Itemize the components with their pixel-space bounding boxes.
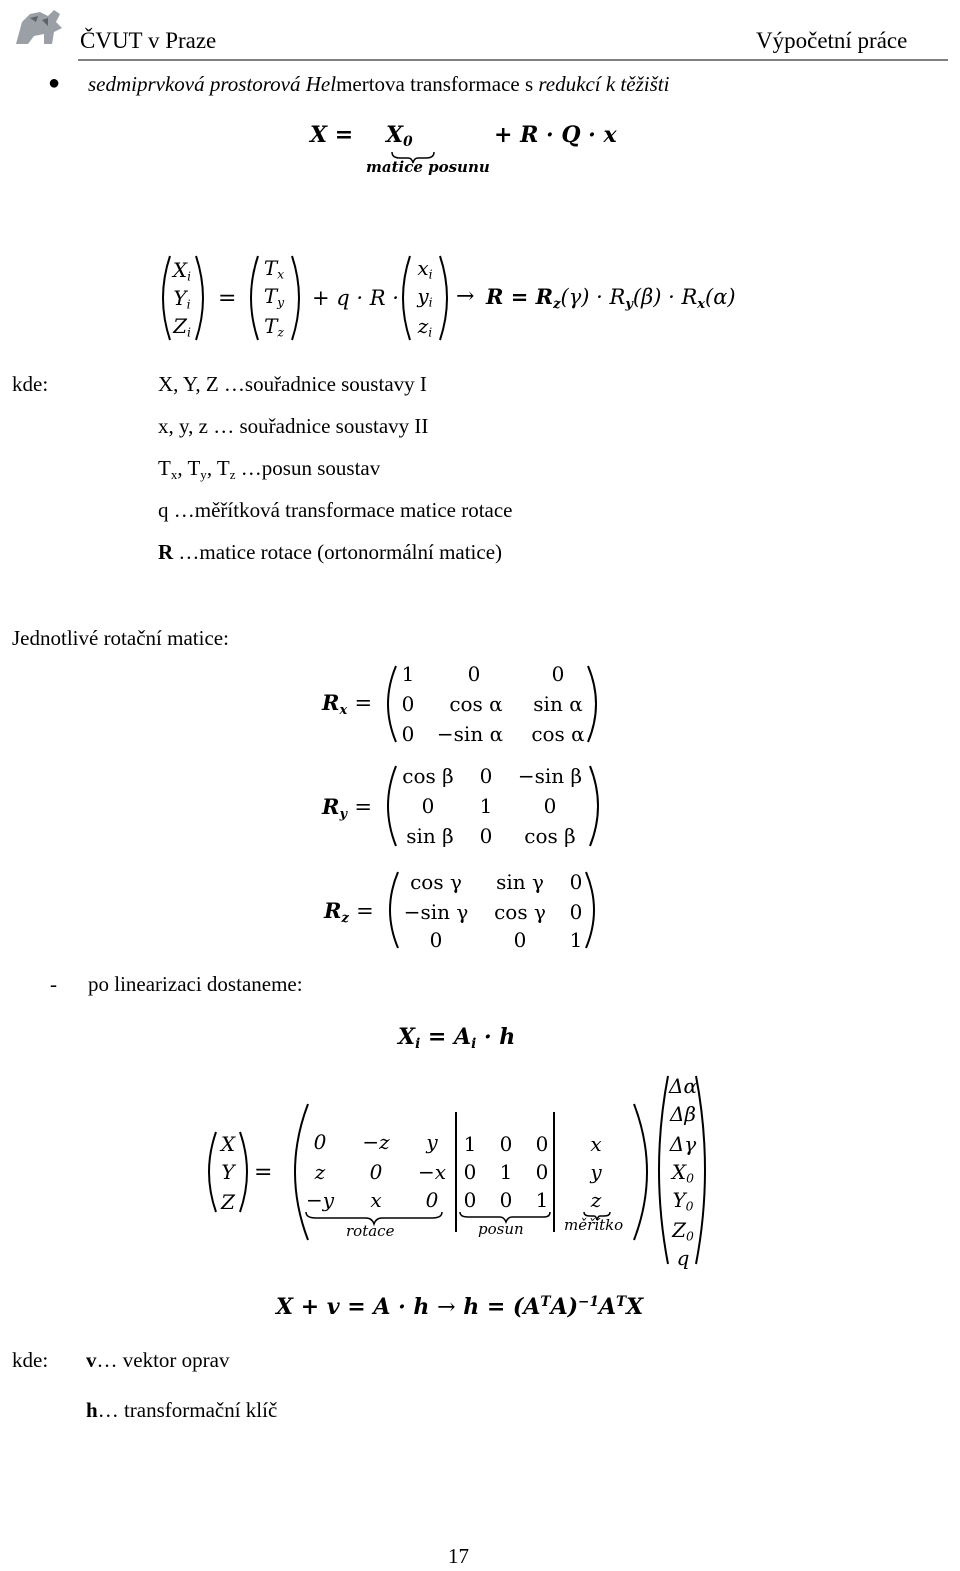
big-equals: = <box>254 1160 273 1185</box>
bullet-text: sedmiprvková prostorová Helmertova transformace s redukcí k těžišti <box>88 72 670 96</box>
rx-cell: sin α <box>533 692 583 716</box>
rz-cell: 0 <box>429 928 443 952</box>
rx-cell: 0 <box>467 662 481 686</box>
eq2-arrow: → <box>456 284 475 309</box>
linearization-text: po linearizaci dostaneme: <box>88 972 303 996</box>
ry-label: $R_y$ = <box>322 794 372 822</box>
ry-cell: 1 <box>479 794 493 818</box>
rz-cell: 1 <box>569 928 583 952</box>
rz-cell: sin γ <box>496 870 544 894</box>
rotace-cell: 0 <box>369 1160 383 1184</box>
header-section: Výpočetní práce <box>756 28 908 53</box>
eq1-x0: $X_0$ <box>386 122 413 151</box>
ry-cell: 0 <box>479 764 493 788</box>
kde-label: kde: <box>12 372 49 396</box>
def-xyz-lower: x, y, z … souřadnice soustavy II <box>158 414 429 438</box>
rotace-label: rotace <box>346 1222 395 1240</box>
rx-cell: 0 <box>401 692 415 716</box>
meritko-cell: y <box>590 1160 602 1184</box>
def-h: h… transformační klíč <box>86 1398 278 1422</box>
ry-cell: 0 <box>543 794 557 818</box>
ry-cell: 0 <box>479 824 493 848</box>
lhs-x: X <box>220 1132 236 1156</box>
kde2-label: kde: <box>12 1348 49 1372</box>
ry-cell: 0 <box>421 794 435 818</box>
def-translation: $T_x$, $T_y$, $T_z$ …posun soustav <box>158 456 381 482</box>
rz-cell: −sin γ <box>403 900 469 924</box>
rotace-cell: 0 <box>313 1130 327 1154</box>
rotace-cell: x <box>370 1188 382 1212</box>
eq2-yi: $y_i$ <box>417 284 433 310</box>
rotace-cell: −x <box>417 1160 447 1184</box>
eq2-zi: $z_i$ <box>417 314 433 340</box>
h-element: Δβ <box>669 1102 697 1126</box>
rz-label: $R_z$ = <box>324 898 374 926</box>
eq1-lhs: X = <box>310 122 354 148</box>
eq1-brace-label: matice posunu <box>366 158 490 176</box>
page-number: 17 <box>448 1544 469 1568</box>
rx-cell: cos α <box>531 722 585 746</box>
def-v: v… vektor oprav <box>86 1348 230 1372</box>
lhs-y: Y <box>221 1160 235 1184</box>
ry-cell: cos β <box>524 824 576 848</box>
eq2-plus-q-r: + q · R · <box>312 286 399 310</box>
h-element: Δα <box>669 1074 697 1098</box>
posun-cell: 1 <box>463 1132 477 1156</box>
rx-label: $R_x$ = <box>322 690 373 718</box>
ry-cell: cos β <box>402 764 454 788</box>
rz-cell: 0 <box>513 928 527 952</box>
posun-cell: 0 <box>463 1160 477 1184</box>
eq2-lhs-y: $Y_i$ <box>173 286 191 312</box>
ry-cell: sin β <box>406 824 454 848</box>
rz-cell: 0 <box>569 900 583 924</box>
posun-cell: 0 <box>499 1132 513 1156</box>
final-equation: $X + v = A \cdot h \to h = (A^TA)^{-1}A^TX$ <box>276 1294 644 1321</box>
posun-cell: 0 <box>463 1188 477 1212</box>
eq2-tz: $T_z$ <box>264 314 284 340</box>
meritko-cell: x <box>590 1132 602 1156</box>
linearization-equation: $X_i = A_i \cdot h$ <box>398 1024 516 1053</box>
posun-cell: 0 <box>535 1132 549 1156</box>
h-element: $X_0$ <box>671 1160 695 1186</box>
posun-cell: 0 <box>499 1188 513 1212</box>
meritko-cell: z <box>590 1188 602 1212</box>
rz-cell: cos γ <box>410 870 462 894</box>
rotace-cell: y <box>426 1130 438 1154</box>
h-element: $Z_0$ <box>672 1218 694 1244</box>
rotace-cell: 0 <box>425 1188 439 1212</box>
posun-cell: 1 <box>499 1160 513 1184</box>
posun-label: posun <box>478 1220 524 1238</box>
eq2-lhs-x: $X_i$ <box>172 258 192 284</box>
eq2-r-definition: $R = R_z(\gamma) \cdot R_y(\beta) \cdot R_x(\alpha)$ <box>486 284 736 312</box>
header-institution: ČVUT v Praze <box>80 28 217 53</box>
rotace-cell: −y <box>305 1188 335 1212</box>
rx-cell: 0 <box>401 722 415 746</box>
rx-cell: 1 <box>401 662 415 686</box>
ry-cell: −sin β <box>517 764 583 788</box>
posun-cell: 0 <box>535 1160 549 1184</box>
eq2-ty: $T_y$ <box>263 284 285 310</box>
posun-cell: 1 <box>535 1188 549 1212</box>
def-scale: q …měřítková transformace matice rotace <box>158 498 513 522</box>
eq1-rhs: + R · Q · x <box>494 122 617 148</box>
def-xyz: X, Y, Z …souřadnice soustavy I <box>158 372 427 396</box>
h-element: Δγ <box>669 1132 697 1156</box>
h-element: $Y_0$ <box>672 1188 694 1214</box>
meritko-label: měřítko <box>564 1216 624 1234</box>
rotation-intro: Jednotlivé rotační matice: <box>12 626 229 650</box>
rz-cell: cos γ <box>494 900 546 924</box>
linearization-dash: - <box>50 972 57 996</box>
rx-cell: cos α <box>449 692 503 716</box>
eq2-equals: = <box>218 286 237 311</box>
rx-cell: −sin α <box>436 722 504 746</box>
def-rotation: R …matice rotace (ortonormální matice) <box>158 540 503 564</box>
rotace-cell: −z <box>362 1130 390 1154</box>
rz-cell: 0 <box>569 870 583 894</box>
lhs-z: Z <box>221 1190 235 1214</box>
rx-cell: 0 <box>551 662 565 686</box>
eq2-tx: $T_x$ <box>263 256 285 282</box>
bullet-dot: ● <box>48 72 61 94</box>
rotace-cell: z <box>314 1160 326 1184</box>
eq2-lhs-z: $Z_i$ <box>173 314 191 340</box>
h-element: q <box>676 1246 690 1270</box>
eq2-xi: $x_i$ <box>417 256 433 282</box>
